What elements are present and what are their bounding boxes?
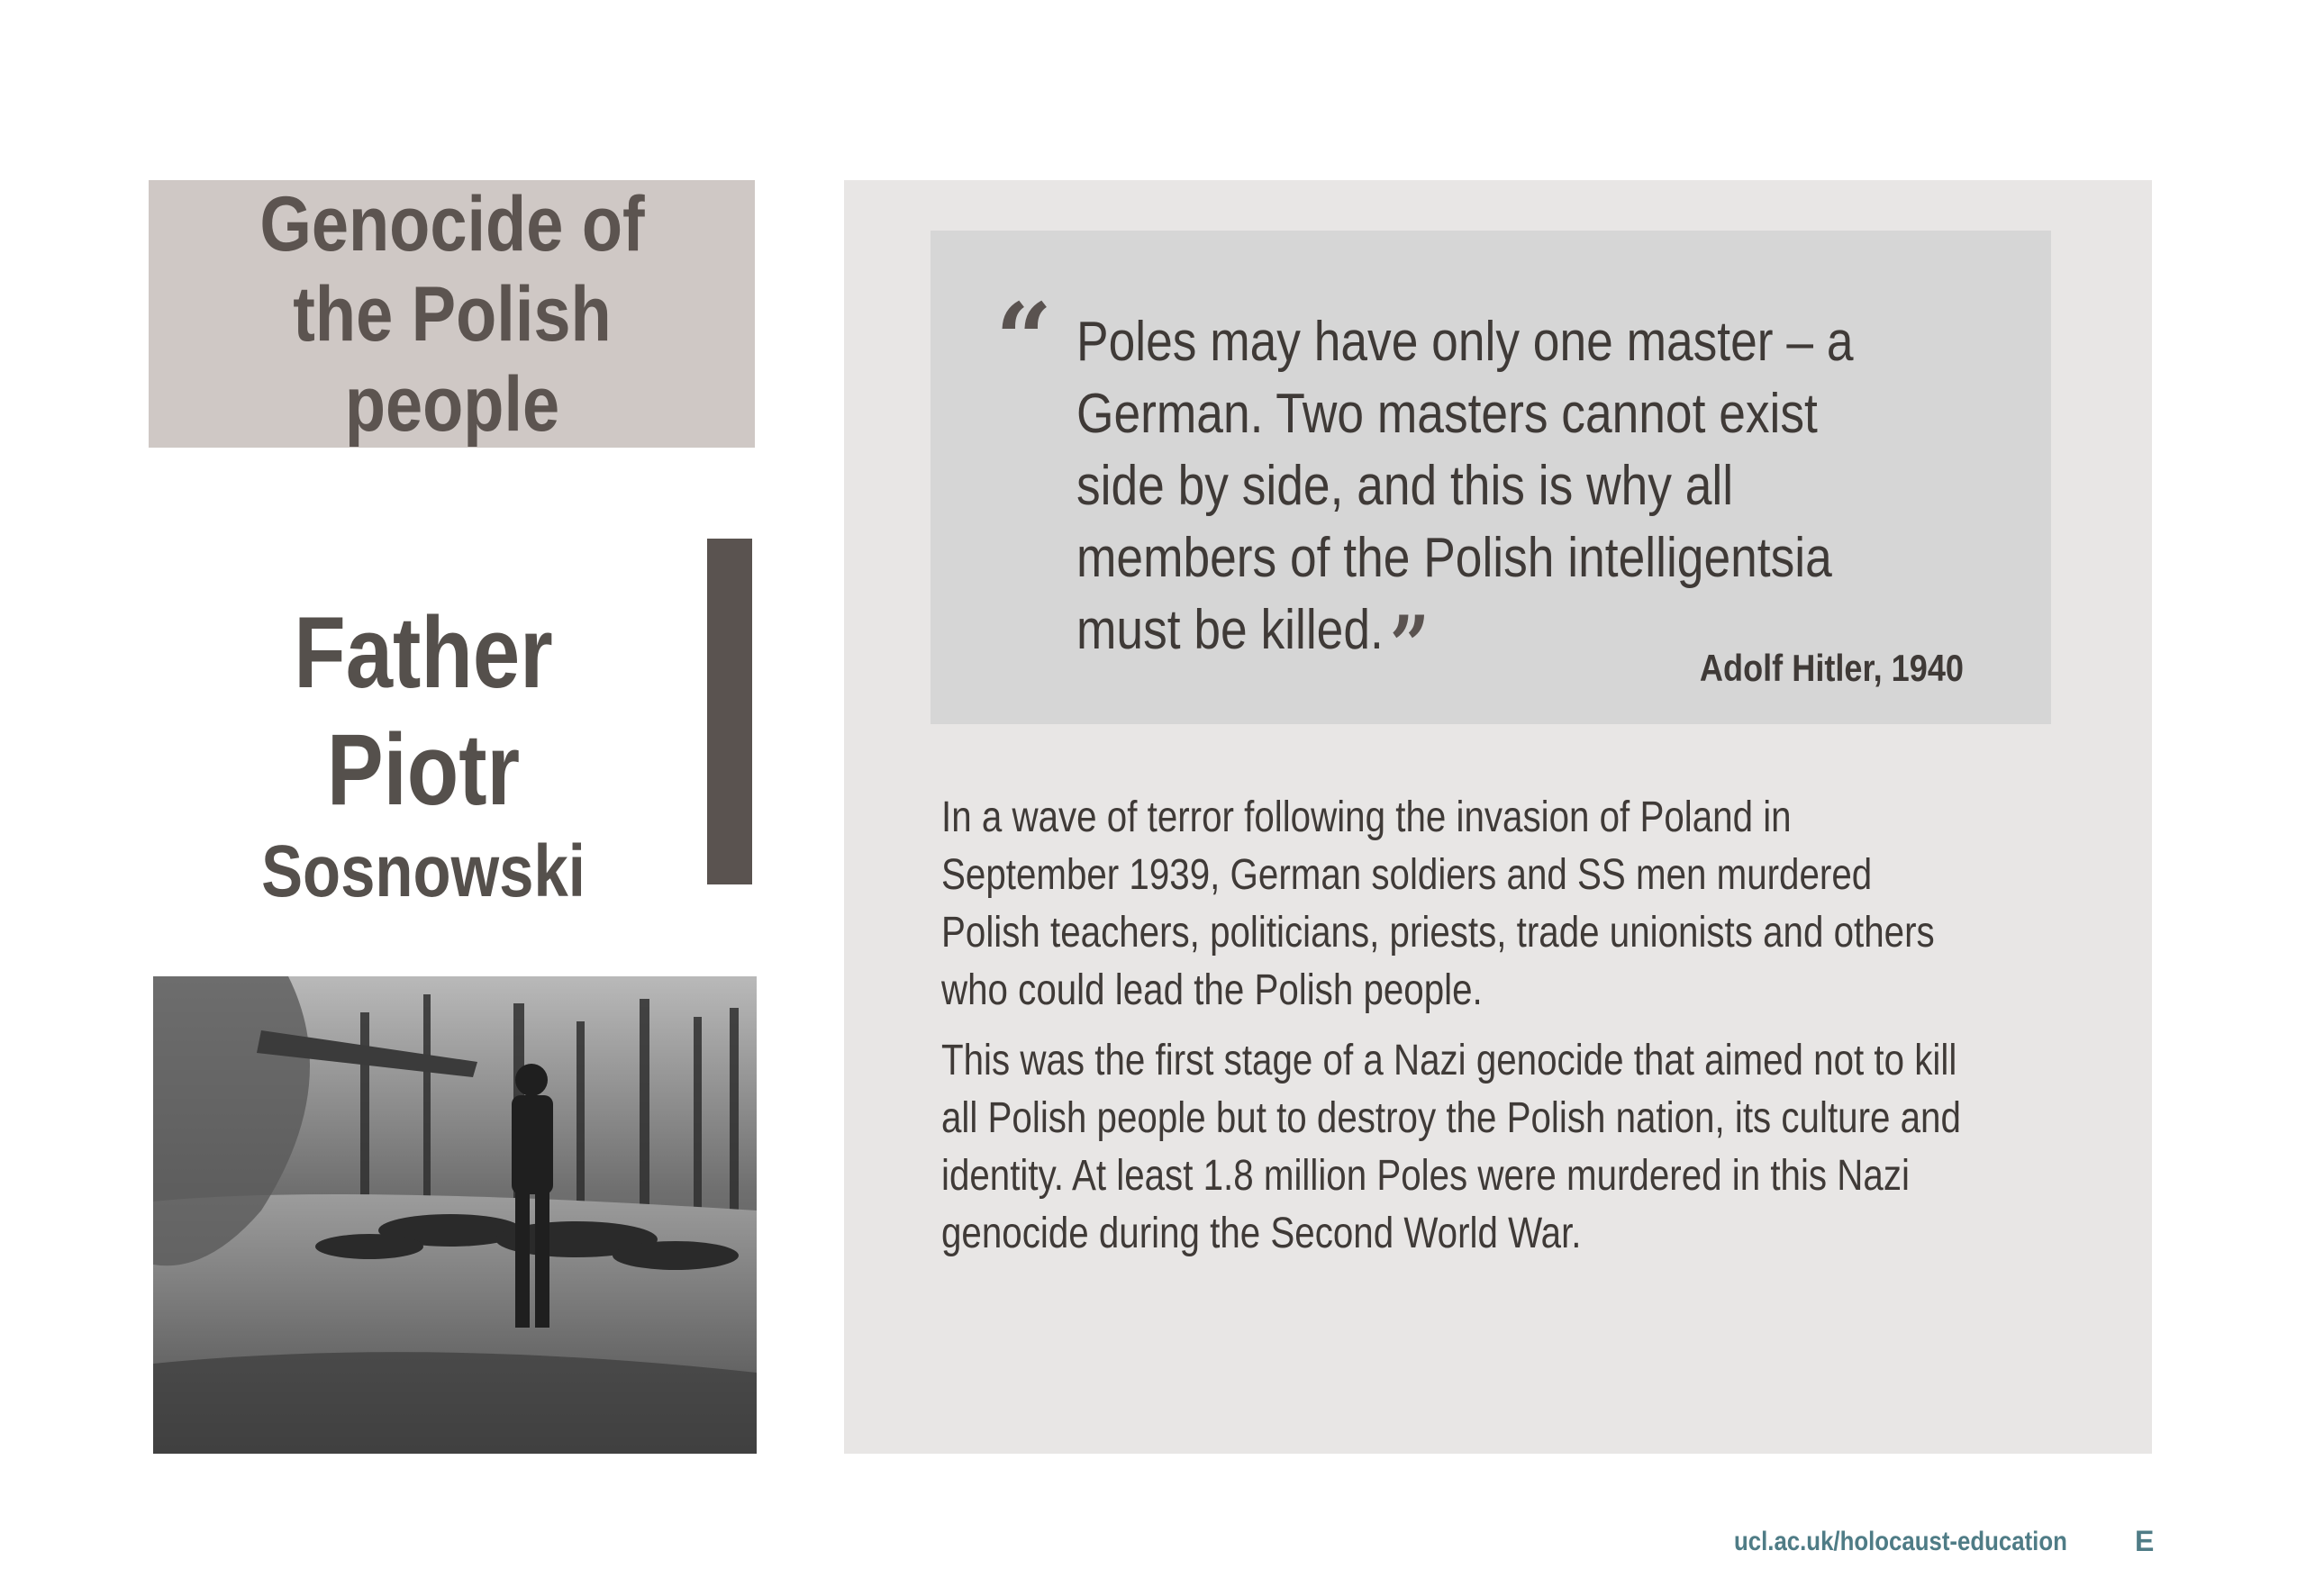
accent-bar: [707, 539, 752, 884]
body-text: [941, 789, 1978, 1275]
quote-text: Poles may have only one master – a German. Two masters cannot exist side by side, and this is why all members of the Polish intelligentsia must be killed.: [1076, 311, 1854, 661]
person-name: Father Piotr: [294, 596, 553, 826]
title-box: [149, 180, 755, 448]
historical-photo: [153, 976, 757, 1454]
close-quote-icon: ”: [1389, 598, 1430, 694]
page-label: E: [2135, 1525, 2155, 1557]
person-name-block: [153, 594, 694, 914]
footer-link[interactable]: ucl.ac.uk/holocaust-education: [1734, 1527, 2067, 1556]
body-paragraph: In a wave of terror following the invasion of Poland in September 1939, German soldiers and SS men murdered Polish teachers, politicians, priests, trade unionists and others who could lead the Polish people.: [941, 793, 1935, 1014]
body-paragraph: This was the first stage of a Nazi genocide that aimed not to kill all Polish people but to destroy the Polish nation, its culture and identity. At least 1.8 million Poles were murdered in this Nazi genocide during the Second World War.: [941, 1037, 1961, 1257]
page-title: Genocide of the Polish people: [259, 180, 645, 448]
quote-attribution: Adolf Hitler, 1940: [1699, 647, 1964, 689]
person-surname: Sosnowski: [261, 830, 586, 912]
open-quote-icon: “: [995, 281, 1053, 397]
